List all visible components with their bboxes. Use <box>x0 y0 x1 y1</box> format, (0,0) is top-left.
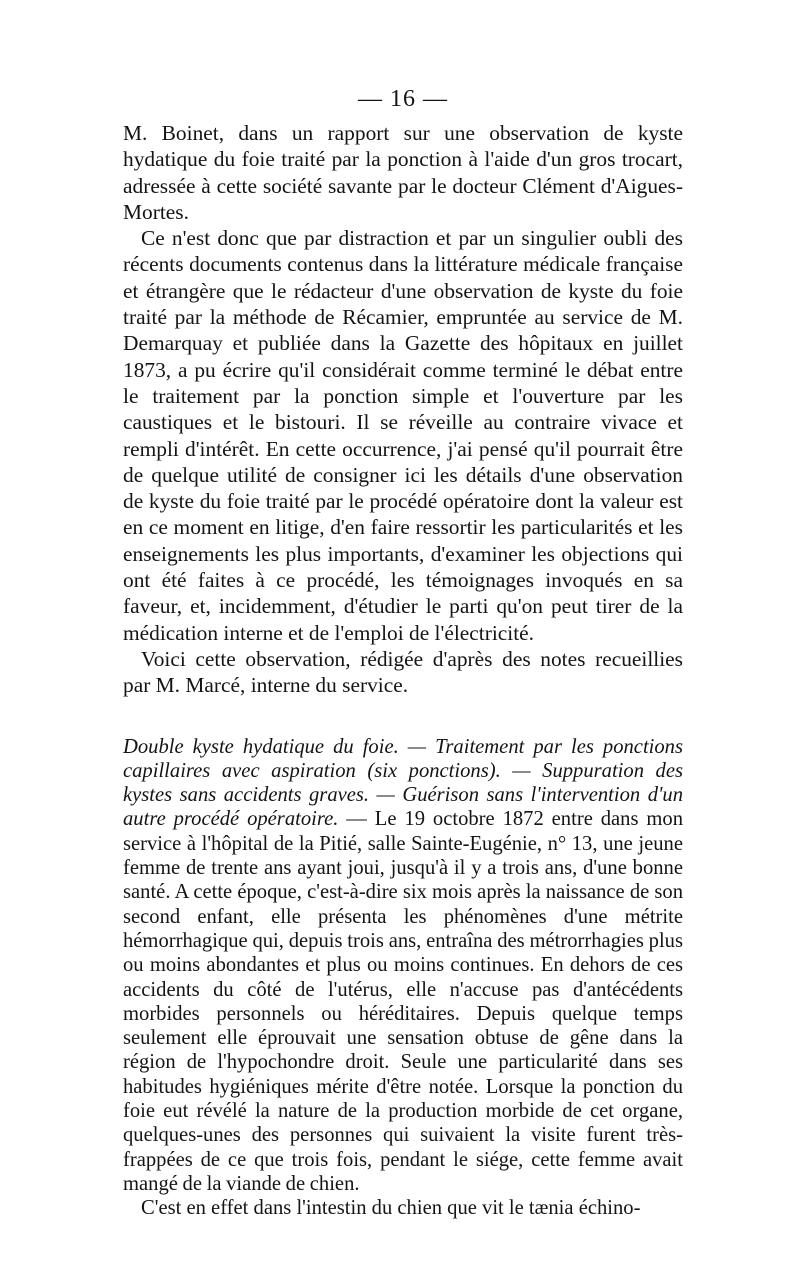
paragraph-main: Ce n'est donc que par distraction et par un singulier oubli des récents documents contenus dans la littérature médicale française et étrangère que le rédacteur d'une observation de kyste du foie traité par la méthode de Récamier, empruntée au service de M. Demarquay et publiée dans la Gazette des hôpitaux en juillet 1873, a pu écrire qu'il considérait comme terminé le débat entre le traitement par la ponction simple et l'ouverture par les caustiques et le bistouri. Il se réveille au contraire vivace et rempli d'intérêt. En cette occurrence, j'ai pensé qu'il pourrait être de quelque utilité de consigner ici les détails d'une observation de kyste du foie traité par le procédé opératoire dont la valeur est en ce moment en litige, d'en faire ressortir les particularités et les enseignements les plus importants, d'examiner les objections qui ont été faites à ce procédé, les témoignages invoqués en sa faveur, et, incidemment, d'étudier le parti qu'on peut tirer de la médication interne et de l'emploi de l'électricité. <box>123 226 683 645</box>
paragraph-continuation: M. Boinet, dans un rapport sur une observation de kyste hydatique du foie traité par la ponction à l'aide d'un gros trocart, adressée à cette société savante par le docteur Clément d'Aigues-Mortes. <box>123 121 683 224</box>
section-spacer <box>123 699 683 735</box>
document-page <box>123 84 683 1220</box>
observation-continuation: C'est en effet dans l'intestin du chien que vit le tænia échino- <box>141 1197 641 1220</box>
observation-text: — Le 19 octobre 1872 entre dans mon service à l'hôpital de la Pitié, salle Sainte-Eugénie, n° 13, une jeune femme de trente ans ayant joui, jusqu'à il y a trois ans, d'une bonne santé. A cette époque, c'est-à-dire six mois après la naissance de son second enfant, elle présenta les phénomènes d'une métrite hémorrhagique qui, depuis trois ans, entraîna des métrorrhagies plus ou moins abondantes et plus ou moins continues. En dehors de ces accidents du côté de l'utérus, elle n'accuse pas d'antécédents morbides personnels ou héréditaires. Depuis quelque temps seulement elle éprouvait une sensation obtuse de gêne dans la région de l'hypochondre droit. Seule une particularité dans ses habitudes hygiéniques mérite d'être notée. Lorsque la ponction du foie eut révélé la nature de la production morbide de cet organe, quelques-unes des personnes qui suivaient la visite furent très-frappées de ce que trois fois, pendant le siége, cette femme avait mangé de la viande de chien. <box>123 808 683 1195</box>
observation-paragraph <box>123 735 683 1197</box>
page-number: — 16 — <box>358 86 448 112</box>
observation-title: Double kyste hydatique du foie. — Traitement par les ponctions capillaires avec aspiration (six ponctions). — Suppuration des kystes sans accidents graves. — Guérison sans l'intervention d'un autre procédé opératoire. <box>123 735 683 831</box>
paragraph-intro-observation: Voici cette observation, rédigée d'après des notes recueillies par M. Marcé, interne du service. <box>123 646 683 698</box>
